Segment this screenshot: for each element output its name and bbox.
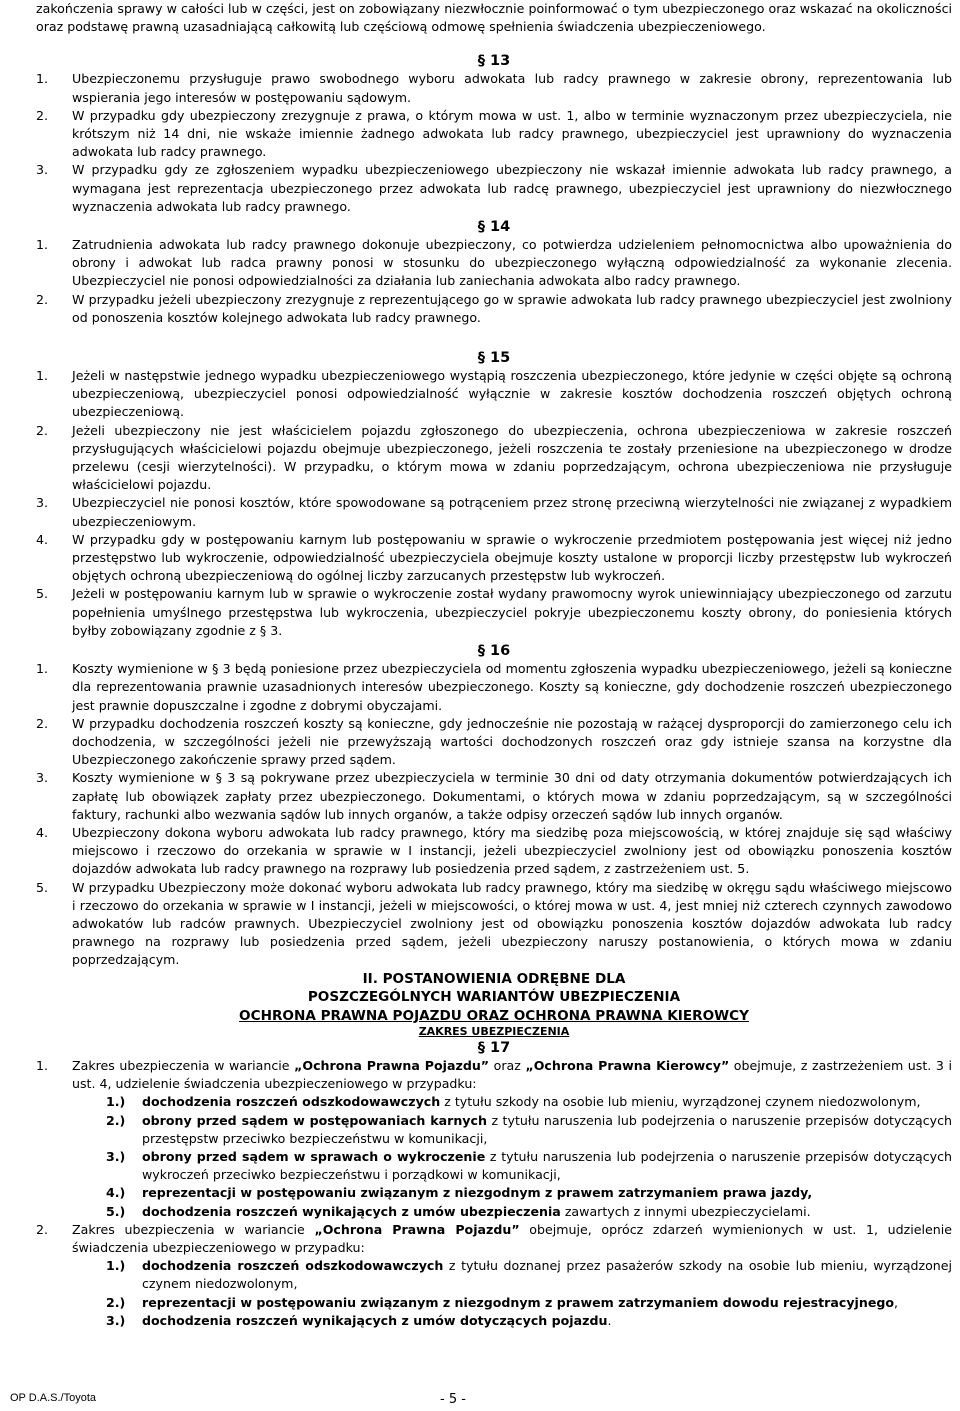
- sub-bold: dochodzenia roszczeń odszkodowawczych: [142, 1094, 441, 1110]
- section-16-list: [36, 660, 952, 969]
- sub-number: 4.): [106, 1185, 126, 1201]
- sub-item: [72, 1257, 952, 1293]
- sub-number: 1.): [106, 1094, 126, 1110]
- item-number: 2.: [36, 715, 49, 731]
- sub-bold: dochodzenia roszczeń odszkodowawczych: [142, 1258, 444, 1274]
- section-14-list: [36, 236, 952, 327]
- item-number: 1.: [36, 661, 49, 677]
- item-text-bold: „Ochrona Prawna Pojazdu”: [294, 1058, 490, 1074]
- item-number: 4.: [36, 824, 49, 840]
- list-item: [36, 291, 952, 327]
- item-text: W przypadku gdy ze zgłoszeniem wypadku ubezpieczeniowego ubezpieczony nie wskazał imiennie adwokata lub radcy prawnego, a wymagana jest reprezentacja ubezpieczonego przez adwokata lub radcę prawnego, ubezpieczyciel jest uprawniony do niezwłocznego wyznaczenia adwokata lub radcy prawnego.: [72, 162, 952, 214]
- intro-paragraph: zakończenia sprawy w całości lub w części, jest on zobowiązany niezwłocznie poinformować o tym ubezpieczonego oraz wskazać na okoliczności oraz podstawę prawną uzasadniającą całkowitą lub częściową odmowę spełnienia świadczenia ubezpieczeniowego.: [36, 1, 952, 35]
- item-text: W przypadku gdy w postępowaniu karnym lub postępowaniu w sprawie o wykroczenie przedmiotem postępowania jest więcej niż jedno przestępstwo lub wykroczenie, odpowiedzialność ubezpieczyciela obejmuje koszty ustalone w proporcji liczby przestępstw lub wykroczeń objętych ochroną ubezpieczeniową do ogólnej liczby zarzucanych przestępstw lub wykroczeń.: [72, 531, 952, 584]
- section-15-list: [36, 367, 952, 640]
- item-number: 2.: [36, 107, 49, 123]
- item-text-bold: „Ochrona Prawna Kierowcy”: [525, 1058, 730, 1074]
- sub-bold: obrony przed sądem w sprawach o wykroczenie: [142, 1149, 486, 1165]
- sub-bold: reprezentacji w postępowaniu związanym z niezgodnym z prawem zatrzymaniem dowodu rejestracyjnego: [142, 1294, 895, 1310]
- item-text-pre: Zakres ubezpieczenia w wariancie: [72, 1221, 315, 1237]
- section-13-list: [36, 70, 952, 216]
- sub-text: ,: [894, 1294, 899, 1310]
- sub-item: [72, 1294, 952, 1312]
- list-item: [36, 1221, 952, 1330]
- sub-bold: reprezentacji w postępowaniu związanym z niezgodnym z prawem zatrzymaniem prawa jazdy,: [142, 1185, 813, 1201]
- item-text-bold: „Ochrona Prawna Pojazdu”: [314, 1221, 520, 1237]
- sub-bold: obrony przed sądem w postępowaniach karnych: [142, 1112, 487, 1128]
- page-number: - 5 -: [440, 1392, 466, 1407]
- sub-text: z tytułu naruszenia lub podejrzenia o naruszenie przepisów dotyczących wykroczeń przeciwko bezpieczeństwu i porządkowi w komunikacji,: [142, 1149, 952, 1183]
- sub-number: 1.): [106, 1258, 126, 1274]
- item-number: 2.: [36, 1221, 49, 1237]
- sub-list: [72, 1093, 952, 1220]
- item-number: 4.: [36, 531, 49, 547]
- item-text: Koszty wymienione w § 3 są pokrywane przez ubezpieczyciela w terminie 30 dni od daty otrzymania dokumentów potwierdzających ich zapłatę lub obowiązek zapłaty przez ubezpieczonego. Dokumentami, o których mowa w zdaniu poprzedzającym, są w szczególności faktury, rachunki albo wezwania sądów lub innych organów, a także odpisy orzeczeń sądów lub innych organów.: [72, 770, 952, 822]
- list-item: [36, 879, 952, 970]
- section-17-title: § 17: [477, 1040, 511, 1057]
- list-item: [36, 236, 952, 291]
- item-number: 1.: [36, 368, 49, 384]
- sub-number: 2.): [106, 1112, 126, 1128]
- sub-item: [72, 1112, 952, 1148]
- item-text: Zatrudnienia adwokata lub radcy prawnego dokonuje ubezpieczony, co potwierdza udzieleniem pełnomocnictwa albo upoważnienia do obrony i adwokat lub radca prawny ponosi w stosunku do ubezpieczonego wyłączną odpowiedzialność za wykonanie zlecenia. Ubezpieczyciel nie ponosi odpowiedzialności za działania lub zaniechania adwokata albo radcy prawnego.: [72, 237, 952, 289]
- list-item: [36, 161, 952, 216]
- part-heading-line1: II. POSTANOWIENIA ODRĘBNE DLA: [362, 970, 626, 987]
- sub-number: 5.): [106, 1203, 126, 1219]
- list-item: [36, 422, 952, 495]
- sub-bold: dochodzenia roszczeń wynikających z umów dotyczących pojazdu: [142, 1312, 608, 1328]
- item-text-pre: Zakres ubezpieczenia w wariancie: [72, 1058, 295, 1074]
- sub-list: [72, 1257, 952, 1330]
- item-number: 1.: [36, 237, 49, 253]
- section-14-title: § 14: [477, 219, 511, 236]
- item-text: W przypadku gdy ubezpieczony zrezygnuje z prawa, o którym mowa w ust. 1, albo w terminie wyznaczonym przez ubezpieczyciela, nie krótszym niż 14 dni, nie wskaże imiennie żadnego adwokata lub radcy prawnego, ubezpieczyciel jest uprawniony do wyznaczenia adwokata lub radcy prawnego.: [72, 107, 952, 160]
- item-text: Jeżeli w następstwie jednego wypadku ubezpieczeniowego wystąpią roszczenia ubezpieczonego, które jedynie w części objęte są ochroną ubezpieczeniową, ubezpieczyciel ponosi odpowiedzialność wyłącznie w zakresie kosztów dochodzenia roszczeń objętych ochroną ubezpieczeniową.: [72, 368, 952, 420]
- sub-text: .: [607, 1312, 612, 1328]
- sub-bold: dochodzenia roszczeń wynikających z umów ubezpieczenia: [142, 1203, 561, 1219]
- item-number: 3.: [36, 162, 49, 178]
- sub-item: [72, 1148, 952, 1184]
- item-text-post: obejmuje, z zastrzeżeniem ust. 3 i ust. 4, udzielenie świadczenia ubezpieczeniowego w przypadku:: [72, 1058, 952, 1092]
- sub-text: z tytułu szkody na osobie lub mieniu, wyrządzonej czynem niedozwolonym,: [440, 1094, 921, 1110]
- list-item: [36, 824, 952, 879]
- item-number: 1.: [36, 71, 49, 87]
- item-number: 5.: [36, 879, 49, 895]
- list-item: [36, 1057, 952, 1221]
- list-item: [36, 494, 952, 530]
- item-number: 1.: [36, 1058, 49, 1074]
- list-item: [36, 769, 952, 824]
- section-17-list: [36, 1057, 952, 1330]
- item-number: 5.: [36, 586, 49, 602]
- list-item: [36, 367, 952, 422]
- item-number: 3.: [36, 495, 49, 511]
- item-text: Ubezpieczony dokona wyboru adwokata lub radcy prawnego, który ma siedzibę poza miejscowością, w której znajduje się sąd właściwy miejscowo i rzeczowo do orzekania w sprawie w I instancji, jeżeli ubezpieczyciel zwolniony jest od obowiązku ponoszenia kosztów dojazdów adwokata lub radcy prawnego na rozprawy lub posiedzenia przed sądem, z zastrzeżeniem ust. 5.: [72, 824, 952, 877]
- sub-item: [72, 1312, 952, 1330]
- item-number: 2.: [36, 422, 49, 438]
- sub-item: [72, 1184, 952, 1202]
- item-number: 3.: [36, 770, 49, 786]
- item-text: Jeżeli w postępowaniu karnym lub w sprawie o wykroczenie został wydany prawomocny wyrok uniewinniający ubezpieczonego od zarzutu popełnienia umyślnego przestępstwa lub wykroczenia, ubezpieczyciel pokryje ubezpieczonemu koszty obrony, do poniesienia których byłby zobowiązany zgodnie z § 3.: [72, 586, 952, 638]
- sub-text: z tytułu naruszenia lub podejrzenia o naruszenie przepisów dotyczących przestępstw przeciwko bezpieczeństwu w komunikacji,: [142, 1112, 952, 1146]
- sub-number: 2.): [106, 1294, 126, 1310]
- item-text: W przypadku Ubezpieczony może dokonać wyboru adwokata lub radcy prawnego, który ma siedzibę w okręgu sądu właściwego miejscowo i rzeczowo do orzekania w sprawie w I instancji, jeżeli w miejscowości, o której mowa w ust. 4, jest mniej niż czterech czynnych zawodowo adwokatów lub radców prawnych. Ubezpieczyciel zwolniony jest od obowiązku ponoszenia kosztów dojazdów adwokata lub radcy prawnego na rozprawy lub posiedzenia przed sądem, jeżeli ubezpieczony naruszy postanowienia, o których mowa w zdaniu poprzedzającym.: [72, 879, 952, 968]
- sub-item: [72, 1093, 952, 1111]
- sub-text: z tytułu doznanej przez pasażerów szkody na osobie lub mieniu, wyrządzonej czynem niedozwolonym,: [142, 1258, 953, 1292]
- item-text-post: obejmuje, oprócz zdarzeń wymienionych w ust. 1, udzielenie świadczenia ubezpieczeniowego w przypadku:: [72, 1221, 952, 1256]
- item-text: W przypadku dochodzenia roszczeń koszty są konieczne, gdy jednocześnie nie pozostają w rażącej dysproporcji do zamierzonego celu ich dochodzenia, w szczególności jeżeli nie przewyższają wartości dochodzonych roszczeń oraz gdy istnieje szansa na korzystne dla Ubezpieczonego zakończenie sprawy przed sądem.: [72, 715, 952, 768]
- variant-heading: OCHRONA PRAWNA POJAZDU ORAZ OCHRONA PRAWNA KIEROWCY: [239, 1007, 749, 1024]
- list-item: [36, 531, 952, 586]
- scope-heading: ZAKRES UBEZPIECZENIA: [418, 1025, 570, 1039]
- item-text: W przypadku jeżeli ubezpieczony zrezygnuje z reprezentującego go w sprawie adwokata lub radcy prawnego ubezpieczyciel jest zwolniony od ponoszenia kosztów kolejnego adwokata lub radcy prawnego.: [72, 291, 952, 325]
- sub-number: 3.): [106, 1149, 126, 1165]
- item-text: Ubezpieczyciel nie ponosi kosztów, które spowodowane są potrąceniem przez stronę przeciwną wierzytelności nie związanej z wypadkiem ubezpieczeniowym.: [72, 495, 952, 529]
- sub-number: 3.): [106, 1312, 126, 1328]
- list-item: [36, 585, 952, 640]
- item-text: Koszty wymienione w § 3 będą poniesione przez ubezpieczyciela od momentu zgłoszenia wypadku ubezpieczeniowego, jeżeli są konieczne dla reprezentowania prawnie uzasadnionych interesów ubezpieczonego. Koszty są konieczne, gdy dochodzenie roszczeń ubezpieczonego jest prawnie dopuszczalne i zgodne z dobrymi obyczajami.: [72, 661, 952, 713]
- section-15-title: § 15: [477, 350, 511, 367]
- list-item: [36, 70, 952, 106]
- sub-text: zawartych z innymi ubezpieczycielami.: [560, 1203, 811, 1219]
- item-text-mid: oraz: [489, 1058, 526, 1074]
- item-number: 2.: [36, 291, 49, 307]
- item-text: Jeżeli ubezpieczony nie jest właścicielem pojazdu zgłoszonego do ubezpieczenia, ochrona ubezpieczeniowa w zakresie roszczeń przysługujących właścicielowi pojazdu obejmuje ubezpieczonego, jeżeli roszczenia te zostały przeniesione na ubezpieczonego w drodze przelewu (cesji wierzytelności). W przypadku, o którym mowa w zdaniu poprzedzającym, ochrona ubezpieczeniowa nie przysługuje właścicielowi pojazdu.: [72, 422, 952, 493]
- list-item: [36, 660, 952, 715]
- item-text: Ubezpieczonemu przysługuje prawo swobodnego wyboru adwokata lub radcy prawnego w zakresie obrony, reprezentowania lub wspierania jego interesów w postępowaniu sądowym.: [72, 71, 952, 105]
- footer-document-code: OP D.A.S./Toyota: [10, 1392, 97, 1404]
- section-16-title: § 16: [477, 643, 511, 660]
- part-heading: [36, 970, 952, 1007]
- part-heading-line2: POSZCZEGÓLNYCH WARIANTÓW UBEZPIECZENIA: [307, 989, 681, 1006]
- list-item: [36, 715, 952, 770]
- list-item: [36, 107, 952, 162]
- section-13-title: § 13: [477, 53, 511, 70]
- sub-item: [72, 1203, 952, 1221]
